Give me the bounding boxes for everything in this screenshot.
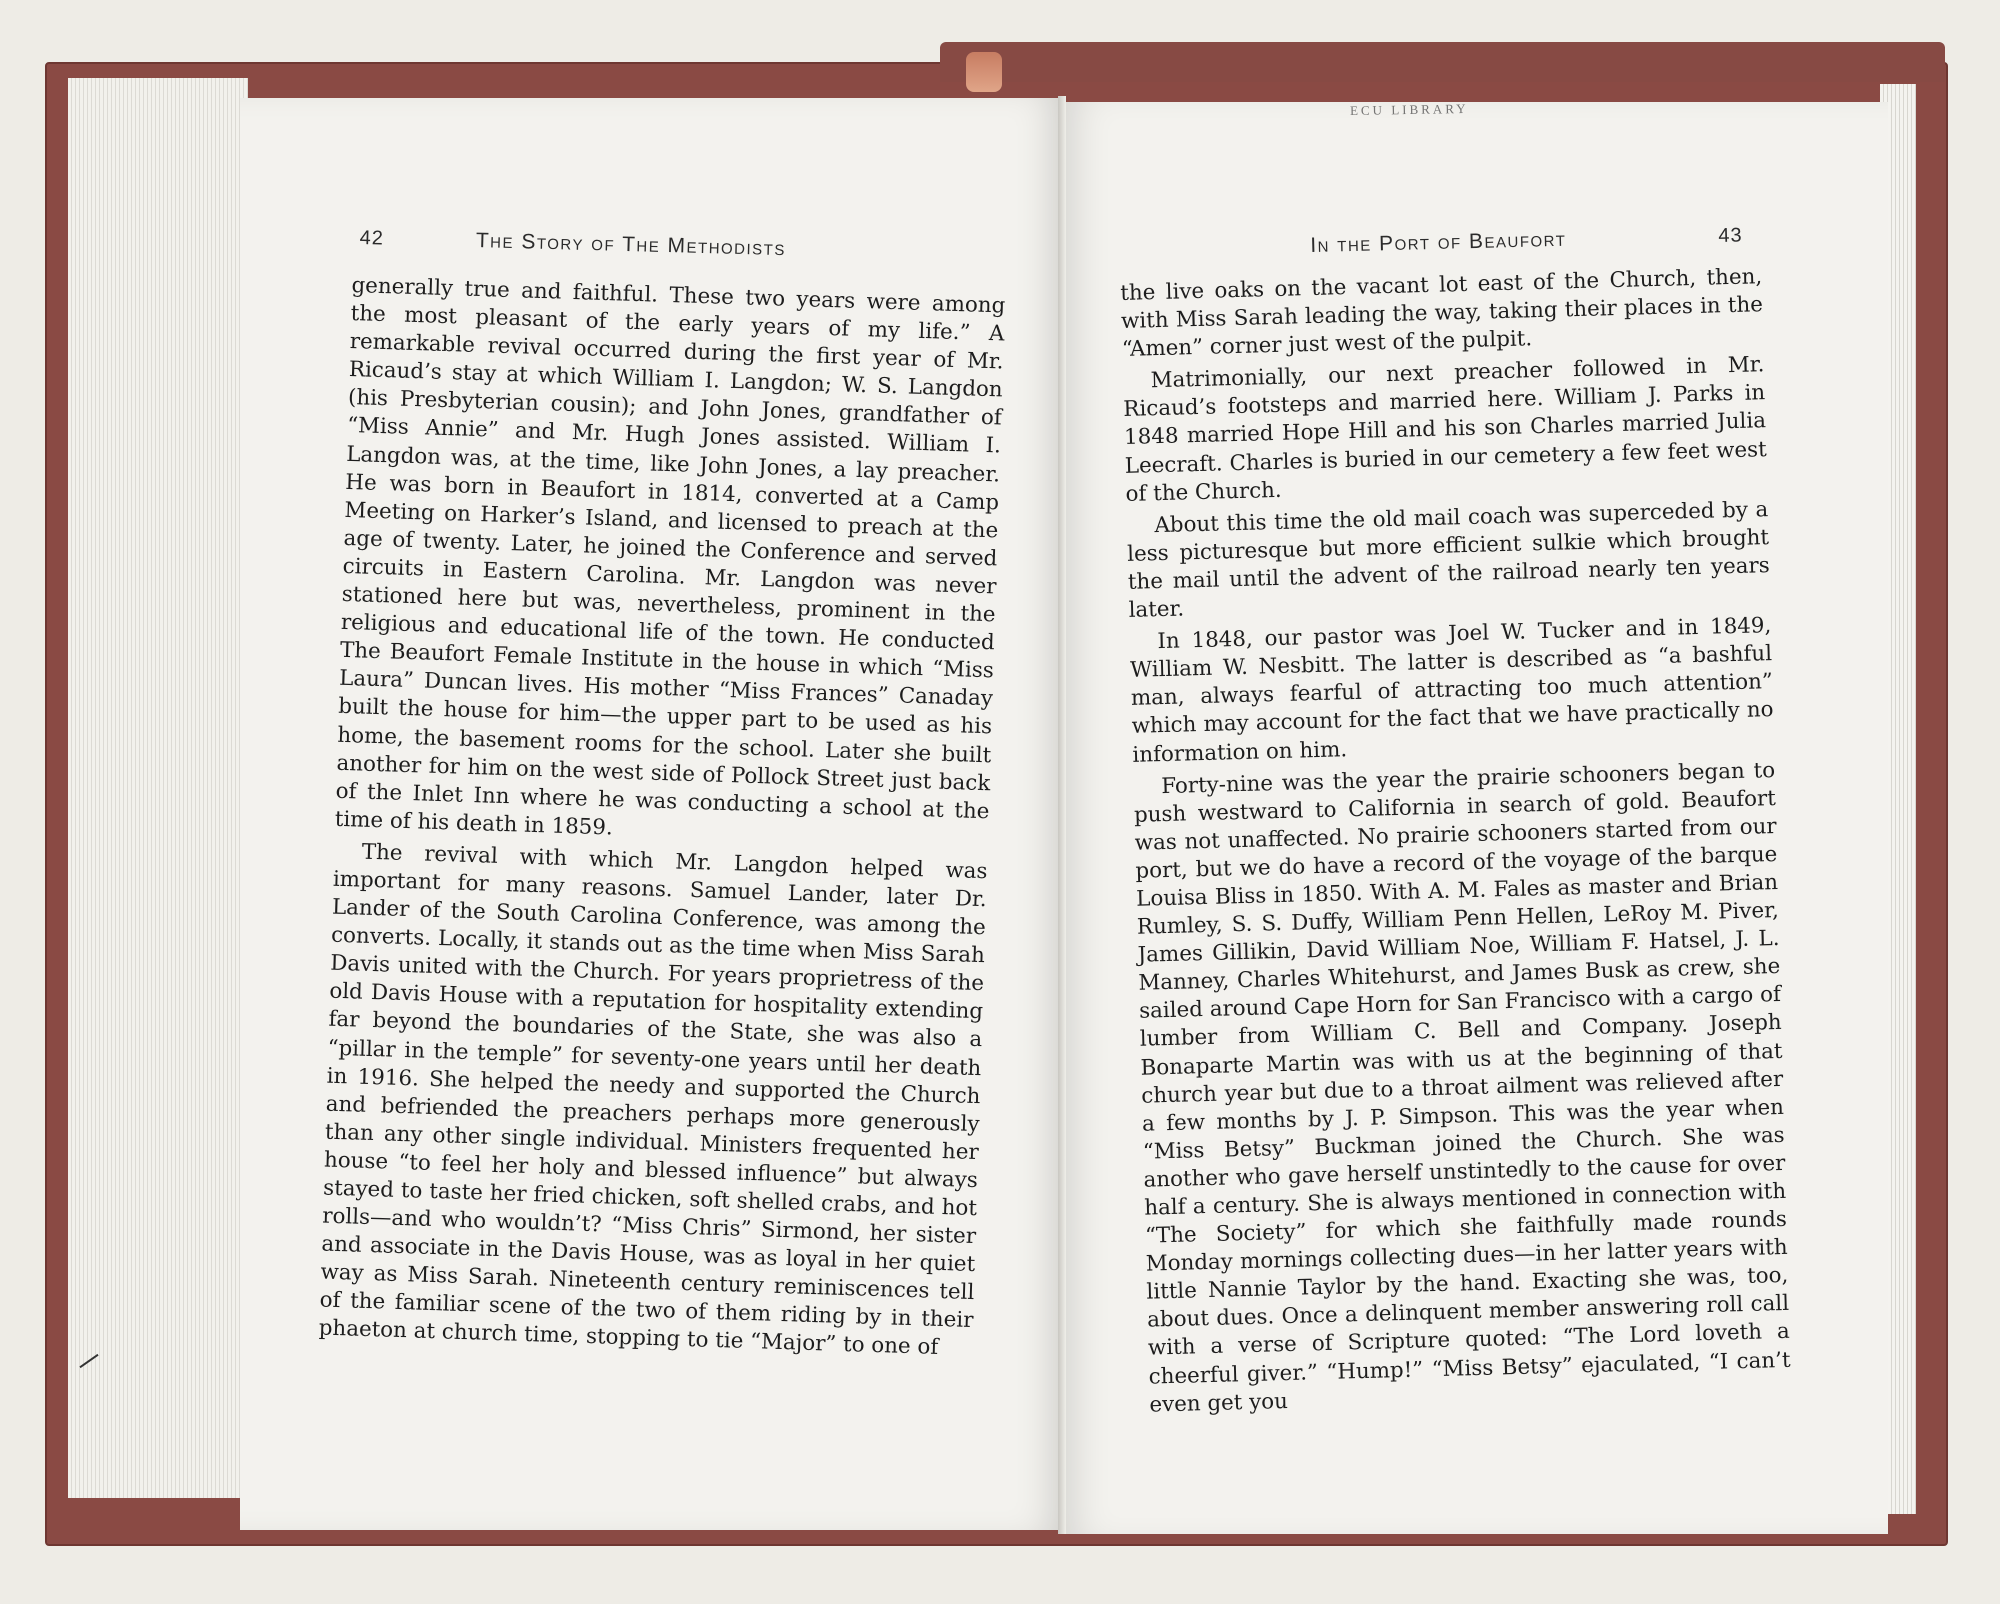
paragraph: Matrimonially, our next preacher followed in Mr. Ricaud’s footsteps and married here. William J. Parks in 1848 married Hope Hill and his son Charles married Julia Leecraft. Charles is buried in our cemetery a few feet west of the Church.: [1123, 352, 1767, 507]
left-running-head: The Story of The Methodists: [475, 229, 787, 261]
paragraph: the live oaks on the vacant lot east of the Church, then, with Miss Sarah leading the way, taking their places in the “Amen” corner just west of the pulpit.: [1120, 264, 1764, 363]
left-page-text: [318, 272, 1005, 1368]
left-page-number: 42: [359, 226, 385, 250]
bookmark-ribbon: [966, 52, 1002, 92]
paragraph: About this time the old mail coach was superceded by a less picturesque but more efficient sulkie which brought the mail until the advent of the railroad nearly ten years later.: [1126, 496, 1771, 623]
book-gutter: [1058, 96, 1066, 1534]
paragraph: The revival with which Mr. Langdon helped was important for many reasons. Samuel Lander, later Dr. Lander of the South Carolina Conference, was among the converts. Locally, it stands out as the time when Miss Sarah Davis united with the Church. For years proprietress of the old Davis House with a reputation for hospitality extending far beyond the boundaries of the State, she was also a “pillar in the temple” for seventy-one years until her death in 1916. She helped the needy and supported the Church and befriended the preachers perhaps more generously than any other single individual. Ministers frequented her house “to feel her holy and blessed influence” but always stayed to taste her fried chicken, soft shelled crabs, and hot rolls—and who wouldn’t? “Miss Chris” Sirmond, her sister and associate in the Davis House, was as loyal in her quiet way as Miss Sarah. Nineteenth century reminiscences tell of the familiar scene of the two of them riding by in their phaeton at church time, stopping to tie “Major” to one of: [318, 839, 988, 1361]
paragraph: Forty-nine was the year the prairie schooners began to push westward to California in search of gold. Beaufort was not unaffected. No prairie schooners started from our port, but we do have a record of the voyage of the barque Louisa Bliss in 1850. With A. M. Fales as master and Brian Rumley, S. S. Duffy, William Penn Hellen, LeRoy M. Piver, James Gillikin, David William Noe, William F. Hatsel, J. L. Manney, Charles Whitehurst, and James Busk as crew, she sailed around Cape Horn for San Francisco with a cargo of lumber from William C. Bell and Company. Joseph Bonaparte Martin was with us at the beginning of that church year but due to a throat ailment was relieved after a few months by J. P. Simpson. This was the year when “Miss Betsy” Buckman joined the Church. She was another who gave herself unstintedly to the cause for over half a century. She is always mentioned in connection with “The Society” for which she faithfully made rounds Monday mornings collecting dues—in her latter years with little Nannie Taylor by the hand. Exacting she was, too, about dues. Once a delinquent member answering roll call with a verse of Scripture quoted: “The Lord loveth a cheerful giver.” “Hump!” “Miss Betsy” ejaculated, “I can’t even get you: [1133, 757, 1791, 1418]
paragraph: In 1848, our pastor was Joel W. Tucker and in 1849, William W. Nesbitt. The latter is described as “a bashful man, always fearful of attracting too much attention” which may account for the fact that we have practically no information on him.: [1129, 613, 1774, 768]
right-page-text: [1120, 263, 1792, 1423]
paragraph: generally true and faithful. These two years were among the most pleasant of the early years of my life.” A remarkable revival occurred during the first year of Mr. Ricaud’s stay at which William I. Langdon; W. S. Langdon (his Presbyterian cousin); and John Jones, grandfather of “Miss Annie” and Mr. Hugh Jones assisted. William I. Langdon was, at the time, like John Jones, a lay preacher. He was born in Beaufort in 1814, converted at a Camp Meeting on Harker’s Island, and licensed to preach at the age of twenty. Later, he joined the Conference and served circuits in Eastern Carolina. Mr. Langdon was never stationed here but was, nevertheless, prominent in the religious and educational life of the town. He conducted The Beaufort Female Institute in the house in which “Miss Laura” Duncan lives. His mother “Miss Frances” Canaday built the house for him—the upper part to be used as his home, the basement rooms for the school. Later she built another for him on the west side of Pollock Street just back of the Inlet Inn where he was conducting a school at the time of his death in 1859.: [334, 272, 1006, 841]
page-edges-left: [68, 78, 248, 1498]
right-running-head: In the Port of Beaufort: [1310, 227, 1567, 257]
book-cover-top: [940, 42, 1945, 82]
library-stamp: ECU LIBRARY: [1349, 100, 1469, 119]
right-page-number: 43: [1718, 224, 1743, 248]
